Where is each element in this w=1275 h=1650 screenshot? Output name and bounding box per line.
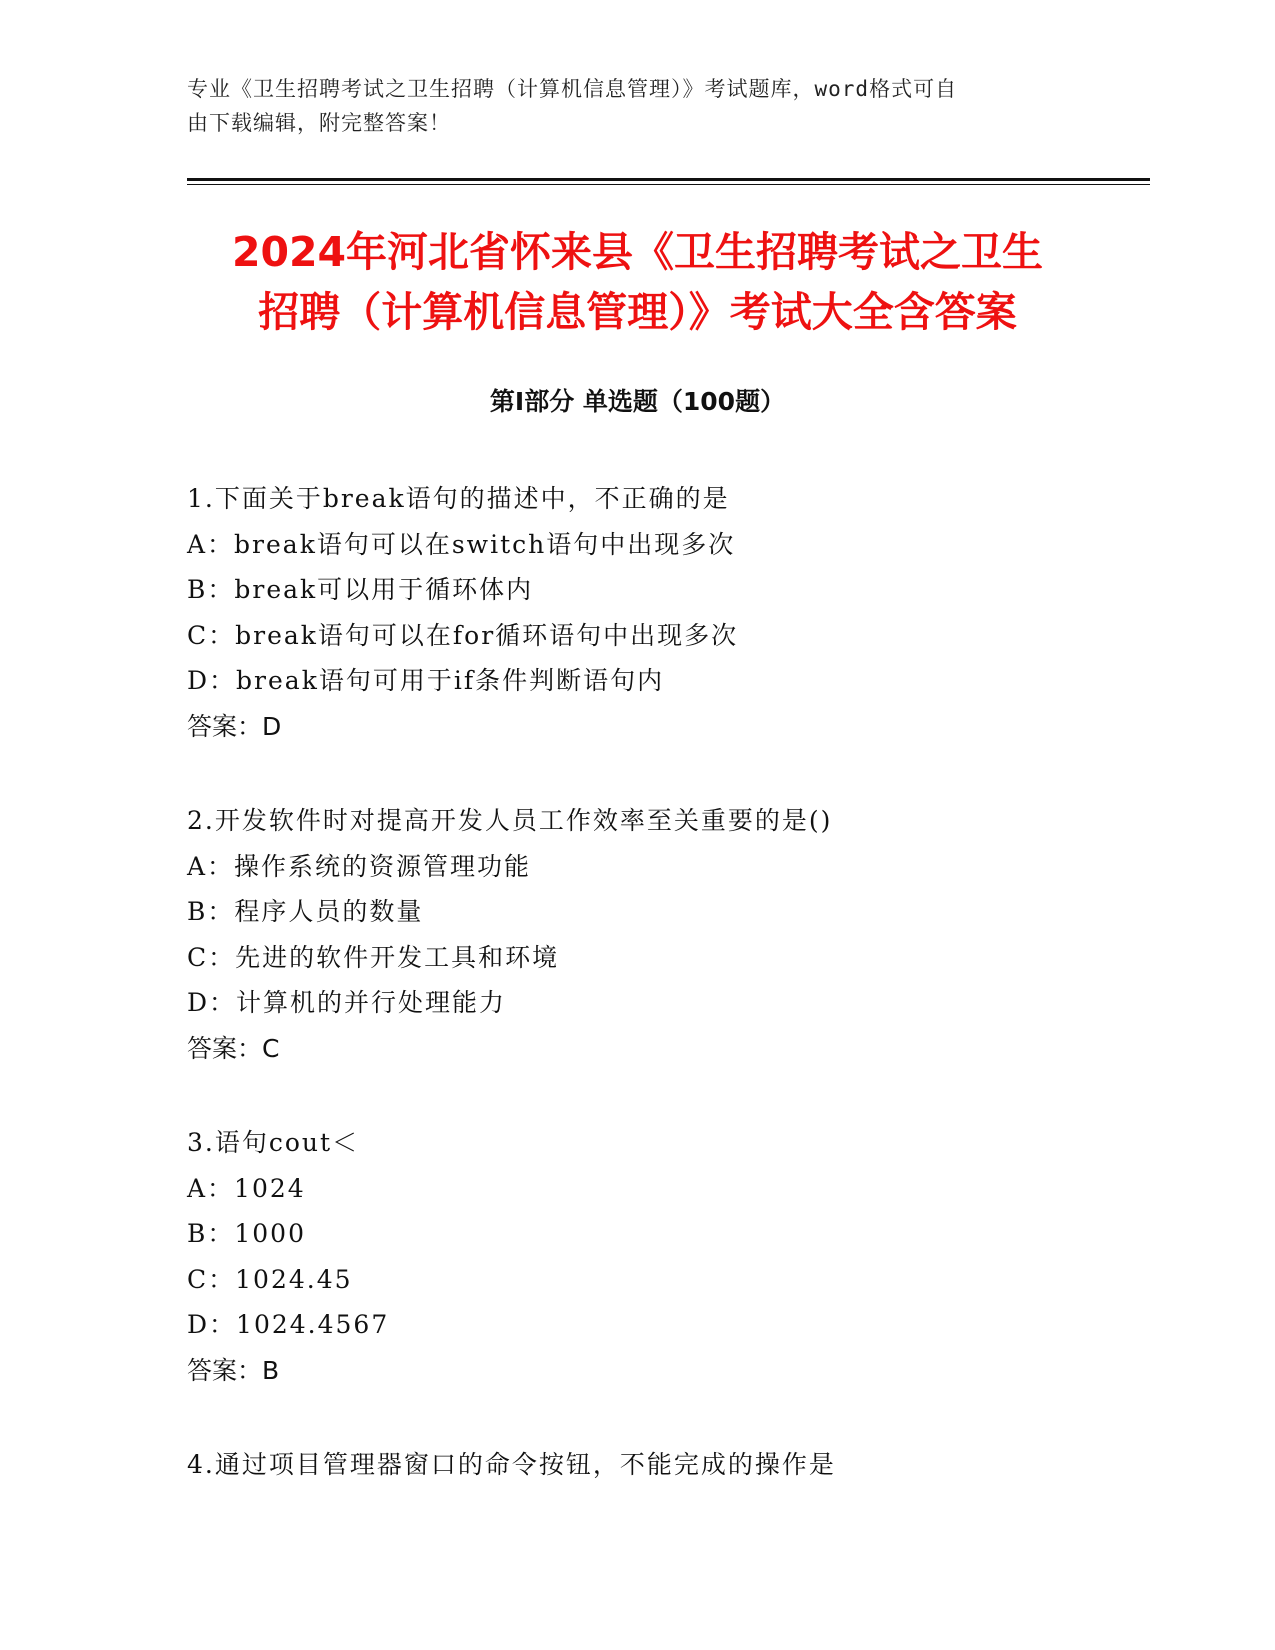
option-a: A：1024 bbox=[187, 1173, 306, 1203]
option-b: B：程序人员的数量 bbox=[187, 897, 424, 926]
option-a: A：break语句可以在switch语句中出现多次 bbox=[187, 529, 736, 559]
question-1 bbox=[187, 476, 1127, 749]
answer: 答案：D bbox=[187, 711, 282, 741]
option-c: C：先进的软件开发工具和环境 bbox=[187, 942, 560, 972]
header-divider-thick bbox=[187, 178, 1150, 181]
question-stem: 1.下面关于break语句的描述中，不正确的是 bbox=[187, 484, 730, 513]
question-stem: 3.语句cout＜ bbox=[187, 1128, 360, 1157]
answer: 答案：C bbox=[187, 1033, 280, 1063]
option-d: D：1024.4567 bbox=[187, 1310, 390, 1339]
option-c: C：1024.45 bbox=[187, 1264, 353, 1294]
question-stem: 4.通过项目管理器窗口的命令按钮，不能完成的操作是 bbox=[187, 1450, 836, 1479]
question-list bbox=[187, 476, 1127, 1537]
header-note-line-1: 专业《卫生招聘考试之卫生招聘（计算机信息管理）》考试题库，word格式可自 bbox=[187, 77, 958, 101]
question-stem: 2.开发软件时对提高开发人员工作效率至关重要的是() bbox=[187, 806, 833, 835]
header-note-line-2: 由下载编辑，附完整答案！ bbox=[187, 111, 451, 135]
option-b: B：1000 bbox=[187, 1219, 306, 1248]
question-2 bbox=[187, 798, 1127, 1071]
option-c: C：break语句可以在for循环语句中出现多次 bbox=[187, 620, 739, 650]
section-heading: 第Ⅰ部分 单选题（100题） bbox=[489, 387, 786, 416]
option-a: A：操作系统的资源管理功能 bbox=[187, 851, 532, 881]
option-d: D：计算机的并行处理能力 bbox=[187, 988, 507, 1017]
answer: 答案：B bbox=[187, 1355, 280, 1385]
header-note bbox=[187, 72, 1087, 140]
option-b: B：break可以用于循环体内 bbox=[187, 575, 534, 604]
question-4 bbox=[187, 1442, 1127, 1488]
question-3 bbox=[187, 1120, 1127, 1393]
header-divider-thin bbox=[187, 184, 1150, 185]
option-d: D：break语句可用于if条件判断语句内 bbox=[187, 666, 665, 695]
document-title bbox=[150, 222, 1125, 342]
document-title-line-2: 招聘（计算机信息管理）》考试大全含答案 bbox=[258, 288, 1017, 336]
document-title-line-1: 2024年河北省怀来县《卫生招聘考试之卫生 bbox=[231, 228, 1044, 276]
